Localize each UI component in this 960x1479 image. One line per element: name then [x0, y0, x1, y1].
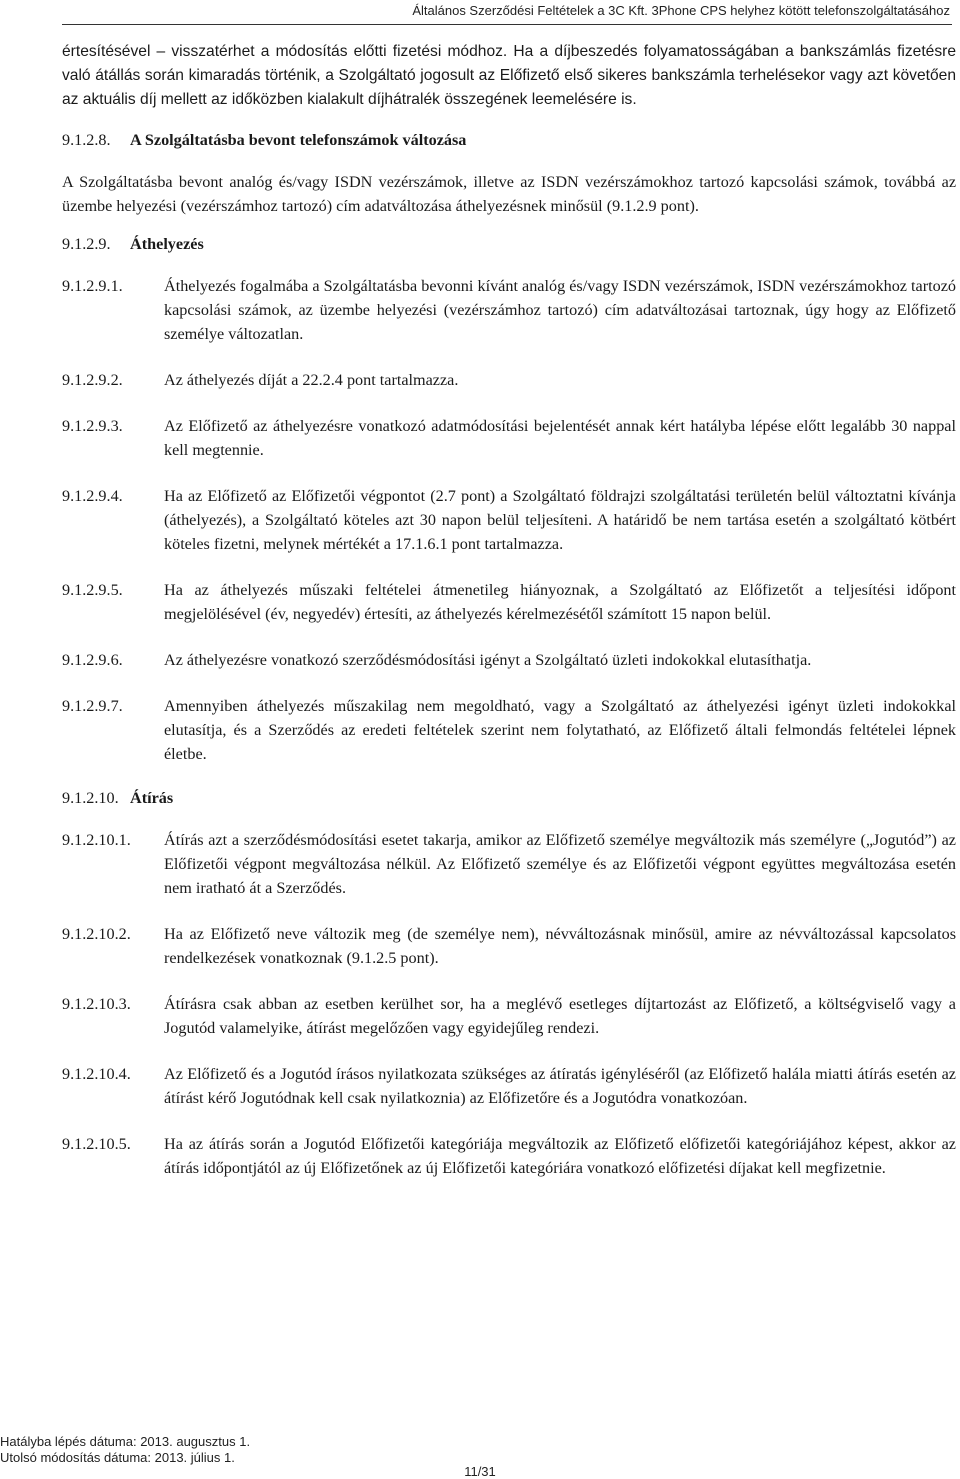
item-number: 9.1.2.10.2. — [62, 925, 131, 943]
item-text: Átírás azt a szerződésmódosítási esetet takarja, amikor az Előfizető személye megváltozik más személyre („Jogutód”) az Előfizetői végpont megváltozása nélkül. Az Előfizető személye és az Előfizetői végpont együttes megváltozása esetén nem iratható át a Szerződés. — [164, 831, 956, 897]
section-title: A Szolgáltatásba bevont telefonszámok változása — [130, 131, 467, 149]
item-number: 9.1.2.10.5. — [62, 1135, 131, 1153]
item-number: 9.1.2.9.1. — [62, 277, 123, 295]
list-item — [62, 414, 956, 462]
section-number: 9.1.2.10. — [62, 789, 119, 807]
item-number: 9.1.2.10.3. — [62, 995, 131, 1013]
item-number: 9.1.2.10.4. — [62, 1065, 131, 1083]
item-number: 9.1.2.9.2. — [62, 371, 123, 389]
list-item — [62, 578, 956, 626]
item-number: 9.1.2.9.3. — [62, 417, 123, 435]
page-number: 11/31 — [464, 1464, 496, 1479]
item-text: Ha az Előfizető az Előfizetői végpontot (2.7 pont) a Szolgáltató földrajzi szolgáltatási területén belül változtatni kívánja (áthelyezés), a Szolgáltató köteles azt 30 napon belül teljesíteni. A határidő be nem tartása esetén a szolgáltató kötbért köteles fizetni, melynek mértékét a 17.1.6.1 pont tartalmazza. — [164, 487, 956, 553]
item-text: Az áthelyezésre vonatkozó szerződésmódosítási igényt a Szolgáltató üzleti indokokkal elutasíthatja. — [164, 651, 812, 669]
item-number: 9.1.2.9.4. — [62, 487, 123, 505]
list-item — [62, 368, 956, 392]
list-item — [62, 274, 956, 346]
list-item — [62, 648, 956, 672]
item-text: Az áthelyezés díját a 22.2.4 pont tartalmazza. — [164, 371, 459, 389]
header-divider — [62, 24, 952, 25]
footer-dates — [0, 1434, 250, 1466]
section-heading-9-1-2-10 — [62, 786, 956, 810]
item-text: Ha az Előfizető neve változik meg (de személye nem), névváltozásnak minősül, amire az névváltozással kapcsolatos rendelkezések vonatkoznak (9.1.2.5 pont). — [164, 925, 956, 967]
item-number: 9.1.2.9.5. — [62, 581, 123, 599]
section-title: Áthelyezés — [130, 235, 204, 253]
document-header: Általános Szerződési Feltételek a 3C Kft. 3Phone CPS helyhez kötött telefonszolgáltatásához — [412, 3, 950, 18]
item-text: Átírásra csak abban az esetben kerülhet sor, ha a meglévő esetleges díjtartozást az Előfizető, a költségviselő vagy a Jogutód valamelyike, átírást megelőzően vagy egyidejűleg rendezi. — [164, 995, 956, 1037]
section-title: Átírás — [130, 789, 174, 807]
item-number: 9.1.2.10.1. — [62, 831, 131, 849]
item-text: Ha az áthelyezés műszaki feltételei átmenetileg hiányoznak, a Szolgáltató az Előfizetőt a teljesítési időpont megjelölésével (év, negyedév) értesíti, az áthelyezés kérelmezésétől számított 15 napon belül. — [164, 581, 956, 623]
section-heading-9-1-2-8 — [62, 128, 956, 152]
item-text: Az Előfizető és a Jogutód írásos nyilatkozata szükséges az átíratás igényléséről (az Előfizető halála miatti átírás esetén az átírást kérő Jogutódnak kell csak nyilatkoznia) az Előfizetőre és a Jogutódra vonatkozóan. — [164, 1065, 956, 1107]
item-number: 9.1.2.9.7. — [62, 697, 123, 715]
last-modified-date: Utolsó módosítás dátuma: 2013. július 1. — [0, 1450, 235, 1465]
list-item — [62, 1132, 956, 1180]
list-item — [62, 484, 956, 556]
section-number: 9.1.2.9. — [62, 235, 111, 253]
list-item — [62, 828, 956, 900]
item-text: Amennyiben áthelyezés műszakilag nem megoldható, vagy a Szolgáltató az áthelyezési igényt üzleti indokokkal elutasítja, és a Szerződés az eredeti feltételek szerint nem folytatható, az Előfizető általi felmondás feltételei lépnek életbe. — [164, 697, 956, 763]
item-text: Áthelyezés fogalmába a Szolgáltatásba bevonni kívánt analóg és/vagy ISDN vezérszámok, ISDN vezérszámokhoz tartozó kapcsolási számok, az üzembe helyezési (vezérszámhoz tartozó) cím adatváltozásai tartoznak, úgy hogy az Előfizető személye változatlan. — [164, 277, 956, 343]
list-item — [62, 922, 956, 970]
list-item — [62, 694, 956, 766]
document-body — [62, 40, 956, 1202]
section-number: 9.1.2.8. — [62, 131, 111, 149]
item-number: 9.1.2.9.6. — [62, 651, 123, 669]
item-text: Ha az átírás során a Jogutód Előfizetői kategóriája megváltozik az Előfizető előfizetői kategóriájához képest, akkor az átírás időpontjától az új Előfizetőnek az új Előfizetői kategóriára vonatkozó előfizetési díjakat kell megfizetnie. — [164, 1135, 956, 1177]
list-item — [62, 1062, 956, 1110]
section-heading-9-1-2-9 — [62, 232, 956, 256]
section-body-9-1-2-8: A Szolgáltatásba bevont analóg és/vagy ISDN vezérszámok, illetve az ISDN vezérszámokhoz tartozó kapcsolási számok, továbbá az üzembe helyezési (vezérszámhoz tartozó) cím adatváltozása áthelyezésnek minősül (9.1.2.9 pont). — [62, 173, 956, 215]
effective-date: Hatályba lépés dátuma: 2013. augusztus 1. — [0, 1434, 251, 1449]
item-text: Az Előfizető az áthelyezésre vonatkozó adatmódosítási bejelentését annak kért hatályba lépése előtt legalább 30 nappal kell megtennie. — [164, 417, 956, 459]
intro-paragraph: értesítésével – visszatérhet a módosítás előtti fizetési módhoz. Ha a díjbeszedés folyamatosságában a bankszámlás fizetésre való átállás során kimaradás történik, a Szolgáltató jogosult az Előfizető első sikeres bankszámla terhelésekor vagy azt követően az aktuális díj mellett az időközben kialakult díjhátralék összegének leemelésére is. — [62, 43, 956, 108]
list-item — [62, 992, 956, 1040]
